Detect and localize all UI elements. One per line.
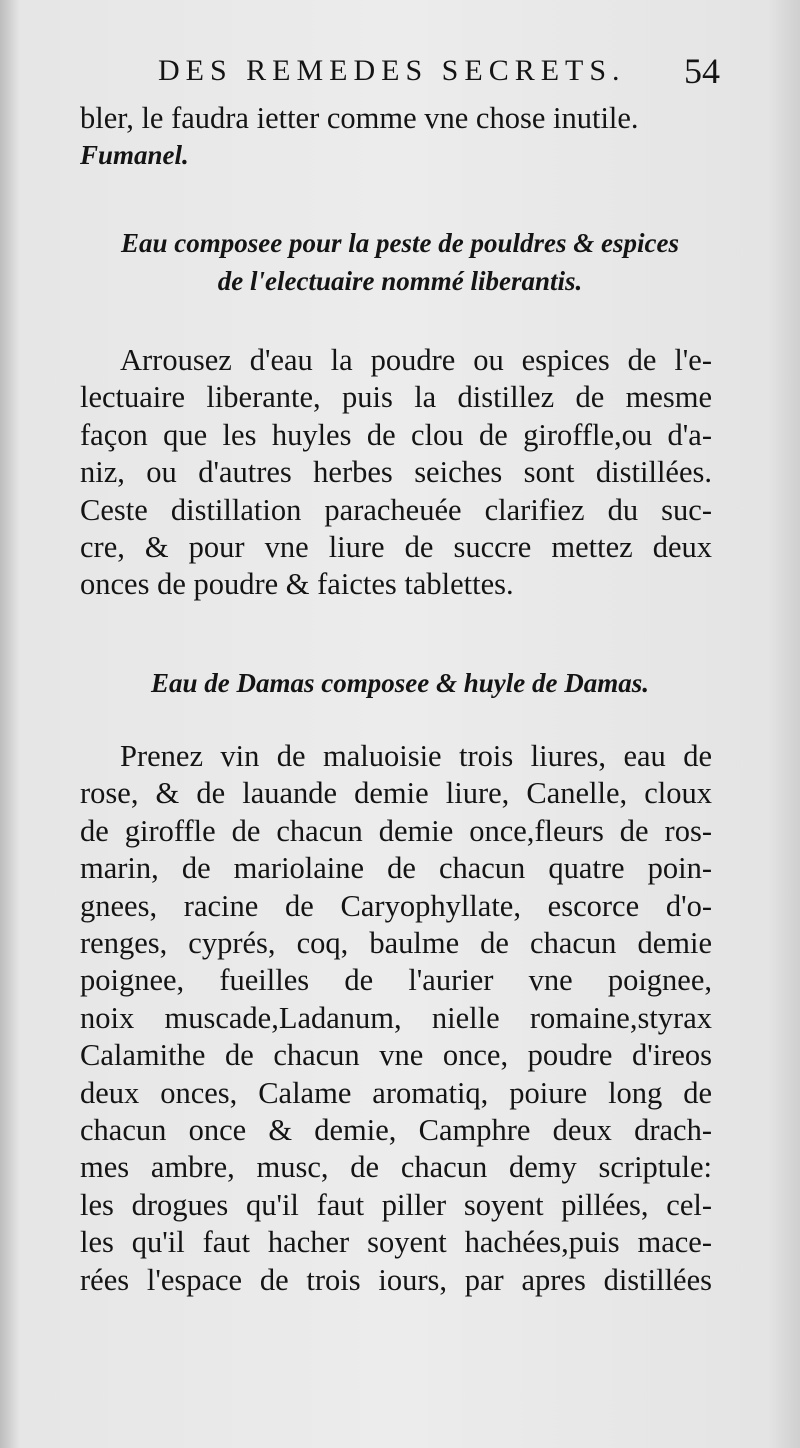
text-line: bler, le faudra ietter comme vne chose inutile. [80,101,639,135]
text-line: les qu'il faut hacher soyent hachées,puis mace- [80,1225,712,1260]
text-line: façon que les huyles de clou de giroffle,ou d'a- [80,417,712,452]
text-line: Calamithe de chacun vne once, poudre d'ireos [80,1038,712,1073]
text-line: onces de poudre & faictes tablettes. [80,567,514,602]
text-line: niz, ou d'autres herbes seiches sont distillées. [80,455,712,490]
continued-paragraph [80,100,712,175]
text-line: Prenez vin de maluoisie trois liures, eau de [120,739,712,773]
text-line: rées l'espace de trois iours, par apres distillées [80,1262,712,1297]
text-line: lectuaire liberante, puis la distillez de mesme [80,380,712,415]
text-line: noix muscade,Ladanum, nielle romaine,styrax [80,1000,712,1035]
recipe1-body [80,342,712,604]
recipe2-body [80,738,712,1299]
running-head: DES REMEDES SECRETS. [158,54,626,87]
text-line: Ceste distillation paracheuée clarifiez du suc- [80,492,712,527]
text-line: rose, & de lauande demie liure, Canelle, cloux [80,776,712,811]
text-line: Arrousez d'eau la poudre ou espices de l'e- [120,343,712,377]
recipe1-title [80,224,720,300]
page-header [80,48,720,98]
author-attribution: Fumanel. [80,140,189,171]
text-line: chacun once & demie, Camphre deux drach- [80,1113,712,1148]
text-line: gnees, racine de Caryophyllate, escorce d'o- [80,888,712,923]
recipe2-title [80,664,720,702]
text-line: mes ambre, musc, de chacun demy scriptule: [80,1150,712,1185]
text-line: poignee, fueilles de l'aurier vne poignee, [80,963,712,998]
title-line: Eau composee pour la peste de pouldres & espices [121,228,679,258]
text-line: les drogues qu'il faut piller soyent pillées, cel- [80,1187,712,1222]
title-line: de l'electuaire nommé liberantis. [217,266,583,296]
text-line: de giroffle de chacun demie once,fleurs de ros- [80,813,712,848]
title-line: Eau de Damas composee & huyle de Damas. [151,668,649,698]
text-line: deux onces, Calame aromatiq, poiure long de [80,1075,712,1110]
text-line: cre, & pour vne liure de succre mettez deux [80,530,712,565]
page-number: 54 [684,51,720,91]
text-line: renges, cyprés, coq, baulme de chacun demie [80,926,712,961]
text-line: marin, de mariolaine de chacun quatre poin- [80,851,712,886]
